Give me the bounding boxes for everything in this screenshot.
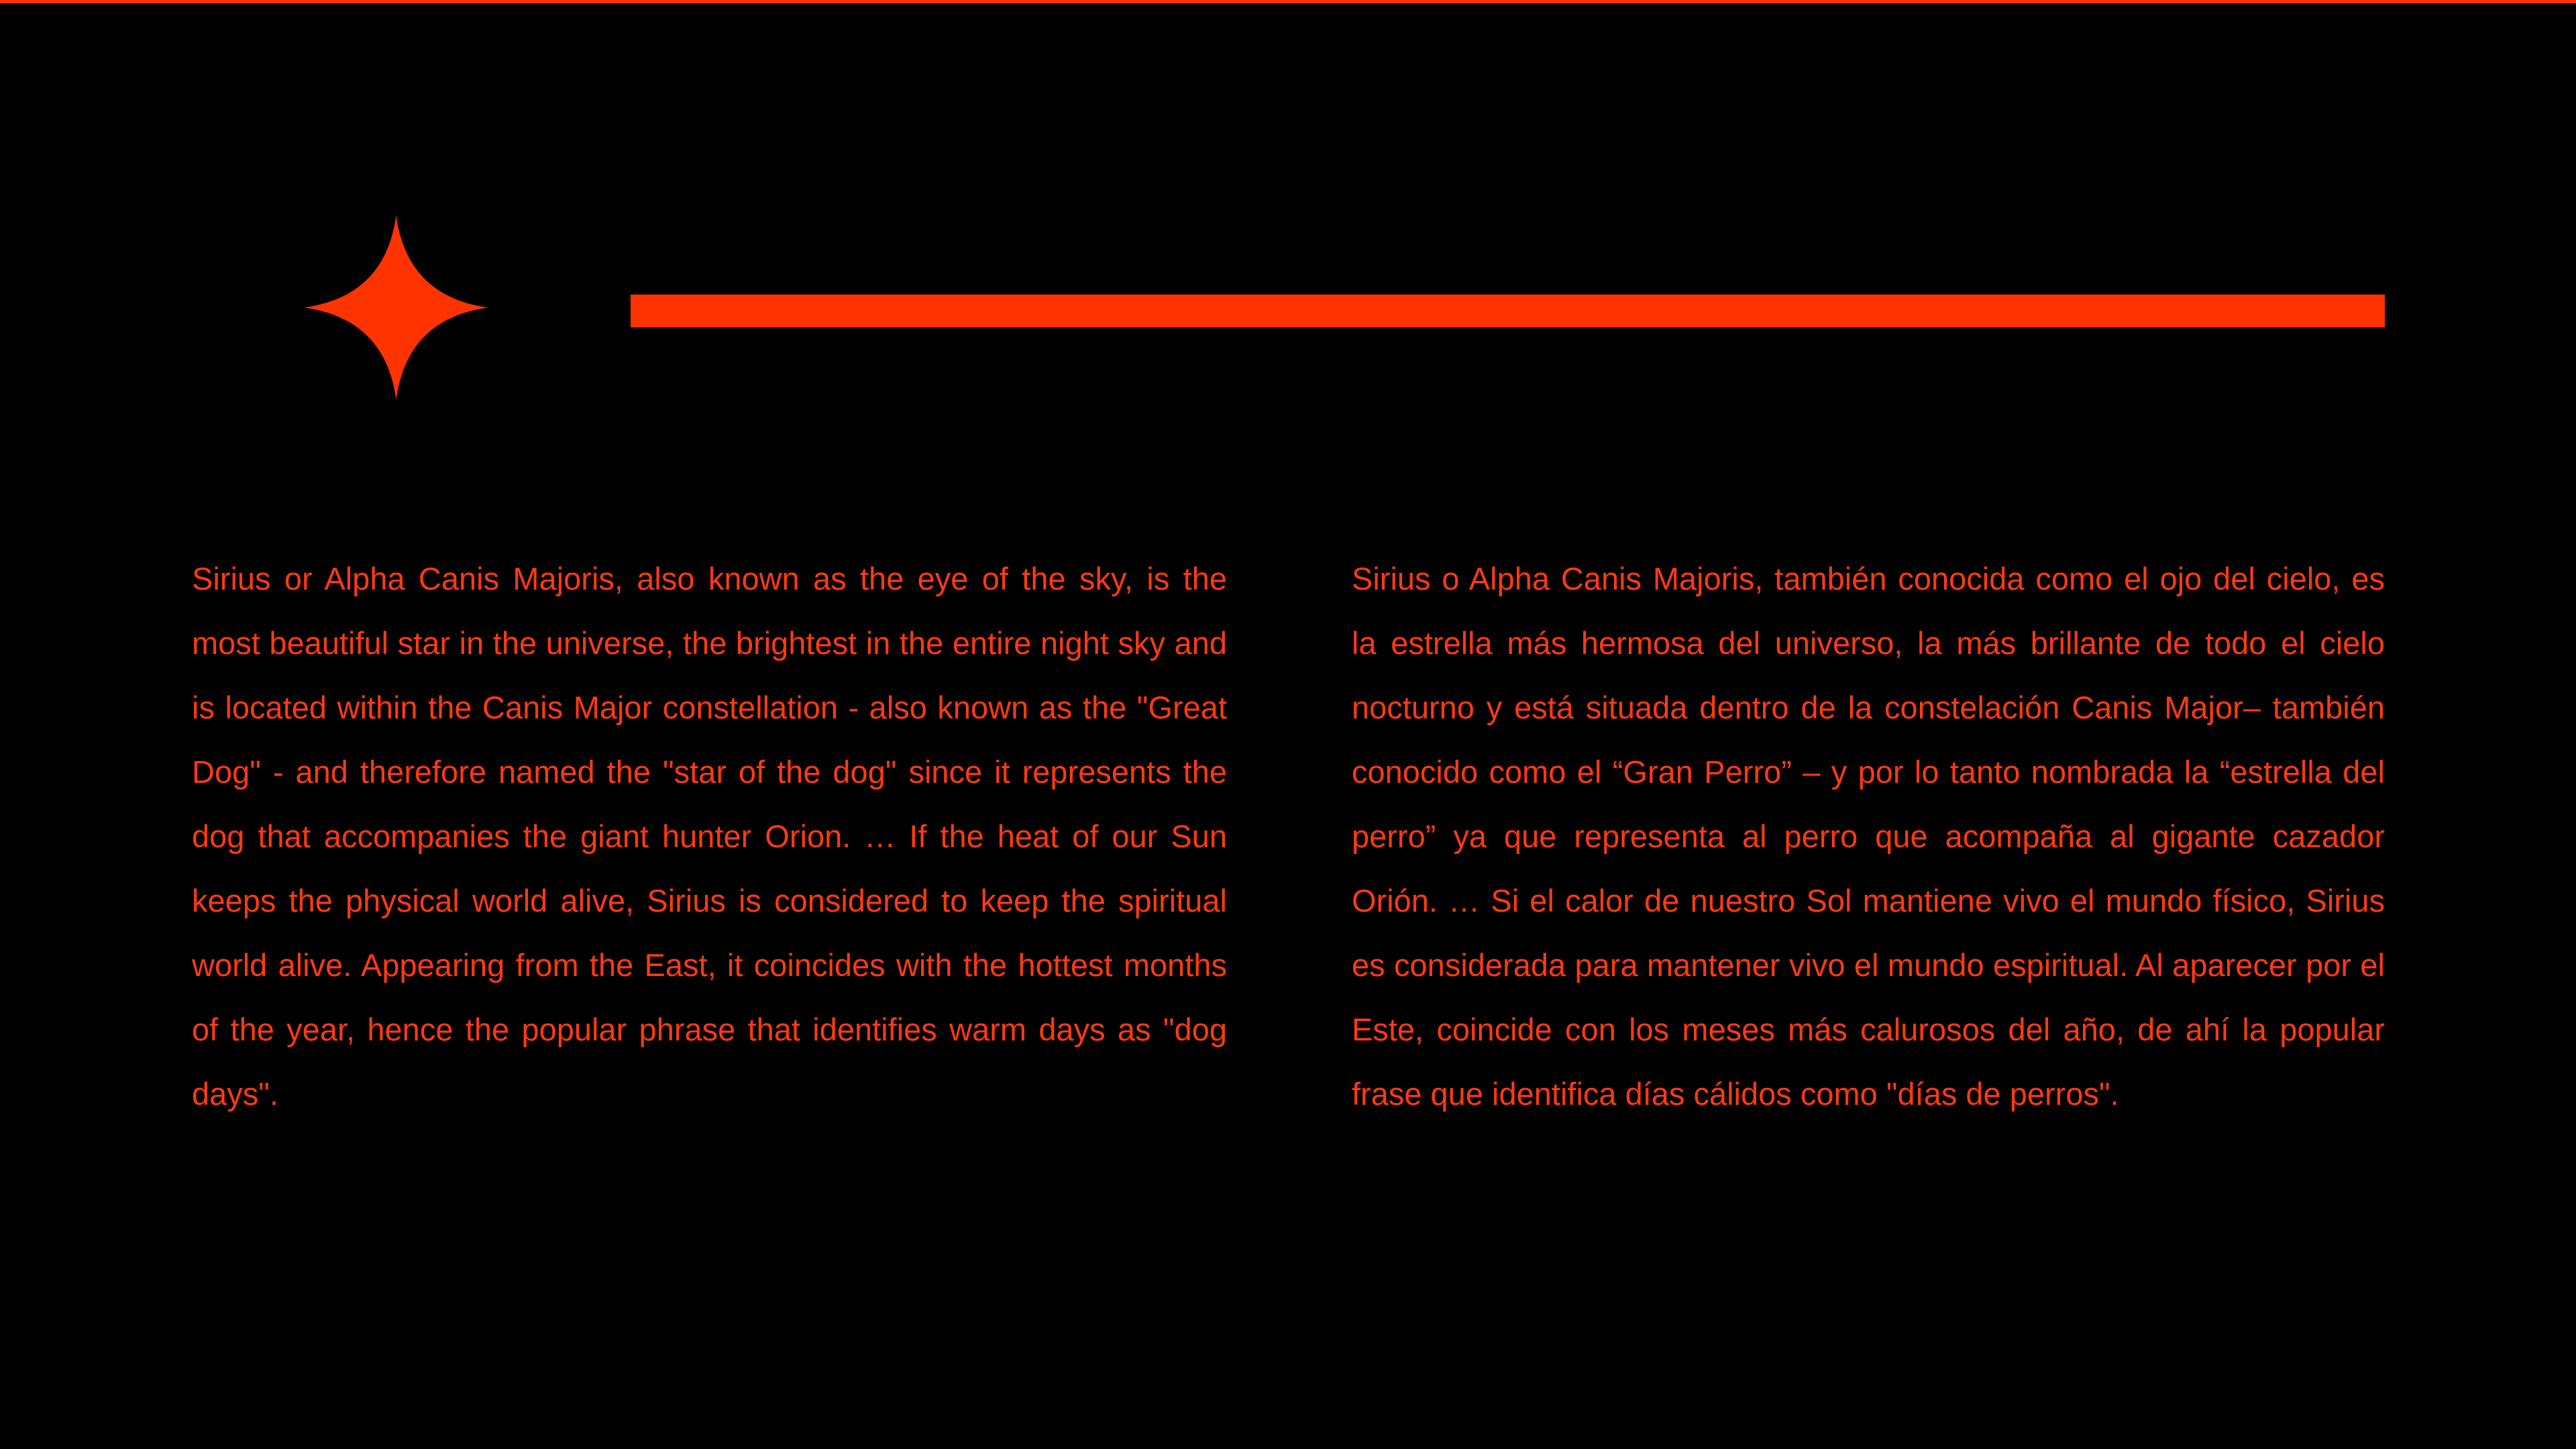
english-paragraph: Sirius or Alpha Canis Majoris, also known as the eye of the sky, is the most beautiful star in the universe, the brightest in the entire night sky and is located within the Canis Major constellation - also known as the "Great Dog" - and therefore named the "star of the dog" since it represents the dog that accompanies the giant hunter Orion. … If the heat of our Sun keeps the physical world alive, Sirius is considered to keep the spiritual world alive. Appearing from the East, it coincides with the hottest months of the year, hence the popular phrase that identifies warm days as "dog days". bbox=[192, 561, 1227, 1112]
spanish-paragraph: Sirius o Alpha Canis Majoris, también conocida como el ojo del cielo, es la estrella más hermosa del universo, la más brillante de todo el cielo nocturno y está situada dentro de la constelación Canis Major– también conocido como el “Gran Perro” – y por lo tanto nombrada la “estrella del perro” ya que representa al perro que acompaña al gigante cazador Orión. … Si el calor de nuestro Sol mantiene vivo el mundo físico, Sirius es considerada para mantener vivo el mundo espiritual. Al aparecer por el Este, coincide con los meses más calurosos del año, de ahí la popular frase que identifica días cálidos como "días de perros". bbox=[1352, 561, 2385, 1112]
four-point-star-icon bbox=[304, 215, 488, 400]
top-accent-line bbox=[0, 0, 2576, 3]
accent-bar bbox=[631, 294, 2385, 327]
